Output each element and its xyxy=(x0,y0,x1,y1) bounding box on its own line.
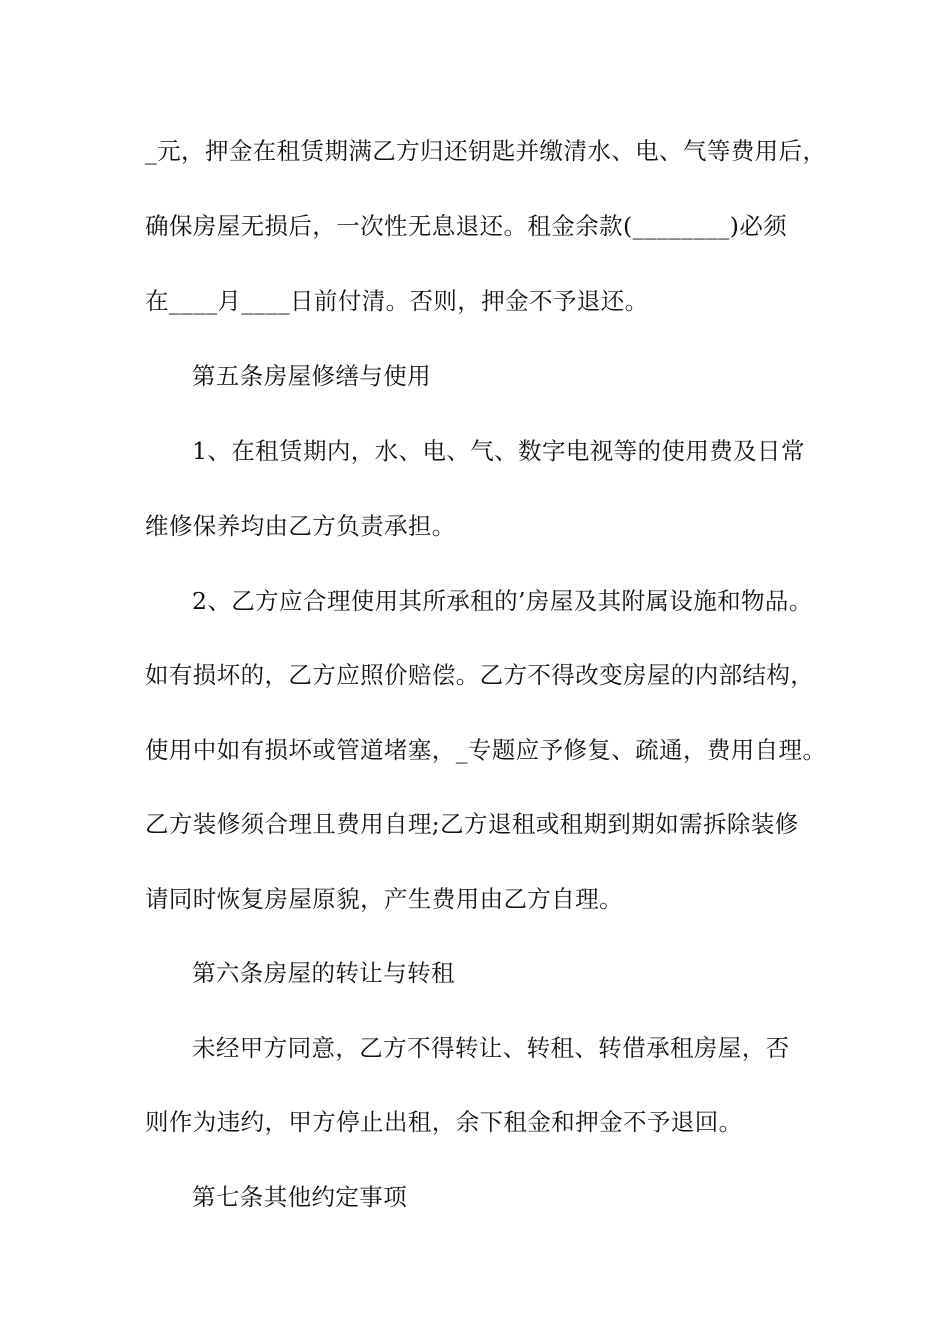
paragraph-line: 在____月____日前付清。否则，押金不予退还。 xyxy=(145,287,649,315)
paragraph-line: 1、在租赁期内，水、电、气、数字电视等的使用费及日常 xyxy=(192,437,805,465)
section-heading: 第五条房屋修缮与使用 xyxy=(192,362,431,390)
paragraph-line: 则作为违约，甲方停止出租，余下租金和押金不予退回。 xyxy=(145,1108,743,1136)
section-heading: 第六条房屋的转让与转租 xyxy=(192,959,455,987)
paragraph-line: 使用中如有损坏或管道堵塞，_专题应予修复、疏通，费用自理。 xyxy=(145,736,827,764)
paragraph-line: 乙方装修须合理且费用自理;乙方退租或租期到期如需拆除装修 xyxy=(145,810,799,838)
paragraph-line: 2、乙方应合理使用其所承租的’房屋及其附属设施和物品。 xyxy=(192,587,813,615)
section-heading: 第七条其他约定事项 xyxy=(192,1183,408,1211)
paragraph-line: 如有损坏的，乙方应照价赔偿。乙方不得改变房屋的内部结构， xyxy=(145,661,815,689)
paragraph-line: 未经甲方同意，乙方不得转让、转租、转借承租房屋，否 xyxy=(192,1034,790,1062)
paragraph-line: 确保房屋无损后，一次性无息退还。租金余款(________)必须 xyxy=(145,212,788,240)
paragraph-line: 请同时恢复房屋原貌，产生费用由乙方自理。 xyxy=(145,885,623,913)
paragraph-line: _元，押金在租赁期满乙方归还钥匙并缴清水、电、气等费用后， xyxy=(145,137,827,165)
paragraph-line: 维修保养均由乙方负责承担。 xyxy=(145,512,456,540)
